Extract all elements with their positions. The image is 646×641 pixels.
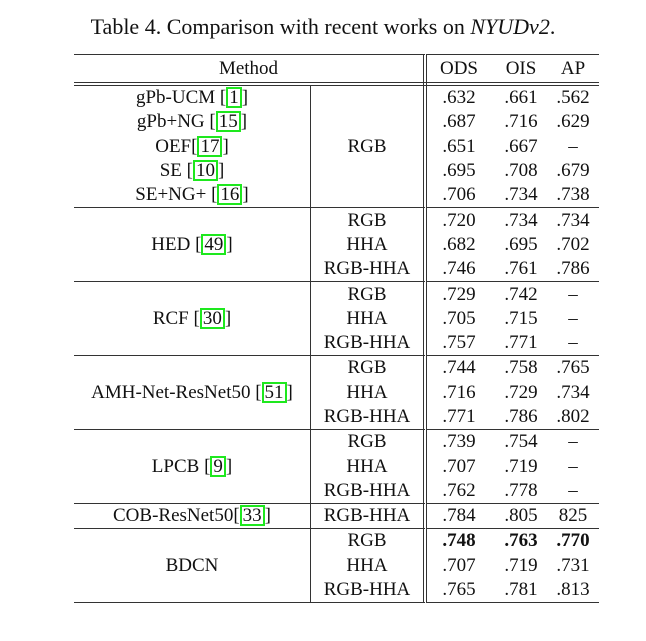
method-name: HED: [151, 233, 196, 255]
ap-value: .786: [556, 258, 590, 280]
header-ap: AP: [551, 55, 599, 85]
citation-bracket-close: ]: [224, 307, 232, 329]
ap-value: –: [568, 307, 578, 329]
table-row: [74, 356, 599, 381]
ap-value: .765: [551, 356, 599, 381]
ois-value: .781: [491, 578, 551, 603]
ods-value: .682: [442, 233, 476, 255]
ods-value: .707: [442, 455, 476, 477]
input-cell: HHA: [311, 233, 426, 257]
citation-link[interactable]: 51: [262, 382, 287, 403]
caption-suffix: .: [549, 14, 556, 39]
citation-bracket-open: [: [219, 87, 227, 109]
ois-value: .729: [504, 381, 538, 403]
ap-value: .702: [556, 233, 590, 255]
ap-value: .734: [556, 381, 590, 403]
table-caption: [0, 14, 646, 40]
citation-bracket-close: ]: [225, 455, 233, 477]
ap-value: .734: [551, 208, 599, 233]
ap-value: –: [551, 282, 599, 307]
input-cell: RGB-HHA: [311, 405, 426, 430]
method-name: LPCB: [151, 455, 205, 477]
ois-value: .734: [491, 208, 551, 233]
ois-value: .734: [504, 184, 538, 206]
citation-link[interactable]: 16: [217, 184, 242, 205]
ods-value: .746: [442, 258, 476, 280]
method-cell: [74, 282, 311, 356]
citation-bracket-open: [: [209, 111, 216, 133]
method-cell: [74, 183, 311, 208]
table-row: [74, 282, 599, 307]
ois-value: .695: [504, 233, 538, 255]
ap-value: .629: [556, 111, 590, 133]
ap-value: .738: [556, 184, 590, 206]
input-cell: RGB-HHA: [311, 504, 426, 529]
method-cell: [74, 504, 311, 529]
method-name: OEF: [155, 135, 192, 157]
ap-value: .802: [556, 406, 590, 427]
ods-value: .765: [425, 578, 491, 603]
ods-value: .757: [442, 332, 476, 354]
table-row: [74, 529, 599, 554]
ois-value: .778: [504, 479, 538, 501]
citation-link[interactable]: 33: [240, 505, 265, 526]
method-cell: [74, 159, 311, 183]
method-name: gPb-UCM: [135, 87, 220, 109]
table-row: [74, 430, 599, 455]
method-name: SE: [159, 160, 187, 182]
header-ois: OIS: [491, 55, 551, 85]
ap-value: –: [568, 135, 578, 157]
method-cell: [74, 84, 311, 110]
input-cell: RGB: [311, 356, 426, 381]
input-cell: HHA: [311, 454, 426, 478]
ois-value: .719: [504, 455, 538, 477]
ods-value: .716: [442, 381, 476, 403]
ap-value: .770: [551, 529, 599, 554]
ods-value: .748: [425, 529, 491, 554]
ap-value: –: [568, 332, 578, 354]
citation-link[interactable]: 30: [200, 308, 225, 329]
ap-value: –: [568, 479, 578, 501]
comparison-table: [74, 54, 599, 603]
ods-value: .695: [442, 160, 476, 182]
input-cell: RGB: [311, 282, 426, 307]
input-cell: HHA: [311, 554, 426, 578]
input-cell: RGB-HHA: [311, 479, 426, 504]
ois-value: .754: [491, 430, 551, 455]
ois-value: .667: [504, 135, 538, 157]
ods-value: .744: [425, 356, 491, 381]
input-cell: RGB-HHA: [311, 578, 426, 603]
citation-bracket-close: ]: [217, 160, 225, 182]
method-name: BDCN: [165, 554, 219, 576]
method-cell: [74, 110, 311, 134]
table-row: [74, 504, 599, 529]
ods-value: .687: [442, 111, 476, 133]
ois-value: .719: [504, 554, 538, 576]
ods-value: .705: [442, 307, 476, 329]
citation-link[interactable]: 10: [193, 160, 218, 181]
caption-dataset: NYUDv2: [470, 14, 550, 39]
citation-bracket-open: [: [204, 455, 211, 477]
ois-value: .716: [504, 111, 538, 133]
ap-value: .562: [551, 84, 599, 110]
input-cell: RGB: [311, 84, 426, 208]
input-cell: RGB: [311, 208, 426, 233]
header-ods: ODS: [425, 55, 491, 85]
ois-value: .786: [504, 406, 538, 427]
citation-bracket-open: [: [195, 233, 202, 255]
ois-value: .763: [491, 529, 551, 554]
ods-value: .762: [442, 479, 476, 501]
citation-bracket-close: ]: [240, 111, 248, 133]
ois-value: .708: [504, 160, 538, 182]
ods-value: .739: [425, 430, 491, 455]
ods-value: .720: [425, 208, 491, 233]
ap-value: 825: [551, 504, 599, 529]
citation-link[interactable]: 15: [216, 111, 241, 132]
citation-link[interactable]: 1: [226, 87, 242, 108]
header-method: Method: [74, 55, 425, 85]
ods-value: .706: [442, 184, 476, 206]
ods-value: .651: [442, 135, 476, 157]
header-row: [74, 55, 599, 85]
method-cell: [74, 208, 311, 282]
input-cell: HHA: [311, 307, 426, 331]
method-name: COB-ResNet50: [113, 505, 234, 527]
citation-link[interactable]: 17: [197, 136, 222, 157]
citation-bracket-close: ]: [264, 505, 271, 527]
ods-value: .771: [442, 406, 476, 427]
ods-value: .707: [442, 554, 476, 576]
caption-text: Table 4. Comparison with recent works on: [90, 14, 471, 39]
ois-value: .771: [504, 332, 538, 354]
citation-bracket-open: [: [193, 307, 200, 329]
citation-bracket-open: [: [233, 505, 240, 527]
ap-value: .813: [551, 578, 599, 603]
citation-bracket-close: ]: [226, 233, 233, 255]
input-cell: RGB-HHA: [311, 257, 426, 282]
citation-bracket-open: [: [191, 135, 198, 157]
method-cell: [74, 356, 311, 430]
ap-value: –: [568, 455, 578, 477]
method-name: gPb+NG: [136, 111, 210, 133]
citation-bracket-open: [: [211, 184, 218, 206]
table-row: [74, 84, 599, 110]
ois-value: .742: [491, 282, 551, 307]
input-cell: HHA: [311, 381, 426, 405]
input-cell: RGB: [311, 430, 426, 455]
citation-bracket-close: ]: [286, 381, 293, 403]
ois-value: .761: [504, 258, 538, 280]
ois-value: .758: [491, 356, 551, 381]
method-cell: [74, 430, 311, 504]
table-row: [74, 208, 599, 233]
method-name: RCF: [152, 307, 194, 329]
input-cell: RGB: [311, 529, 426, 554]
citation-bracket-open: [: [255, 381, 262, 403]
citation-bracket-open: [: [186, 160, 193, 182]
citation-link[interactable]: 9: [210, 456, 226, 477]
method-name: SE+NG+: [135, 184, 212, 206]
ods-value: .632: [425, 84, 491, 110]
ois-value: .805: [491, 504, 551, 529]
citation-bracket-close: ]: [222, 135, 229, 157]
citation-bracket-close: ]: [241, 87, 249, 109]
ap-value: –: [551, 430, 599, 455]
ois-value: .715: [504, 307, 538, 329]
input-cell: RGB-HHA: [311, 331, 426, 356]
ods-value: .729: [425, 282, 491, 307]
ap-value: .731: [556, 554, 590, 576]
method-cell: [74, 529, 311, 603]
method-name: AMH-Net-ResNet50: [91, 381, 256, 403]
ap-value: .679: [556, 160, 590, 182]
ois-value: .661: [491, 84, 551, 110]
ods-value: .784: [425, 504, 491, 529]
method-cell: [74, 135, 311, 159]
citation-bracket-close: ]: [242, 184, 249, 206]
citation-link[interactable]: 49: [201, 234, 226, 255]
